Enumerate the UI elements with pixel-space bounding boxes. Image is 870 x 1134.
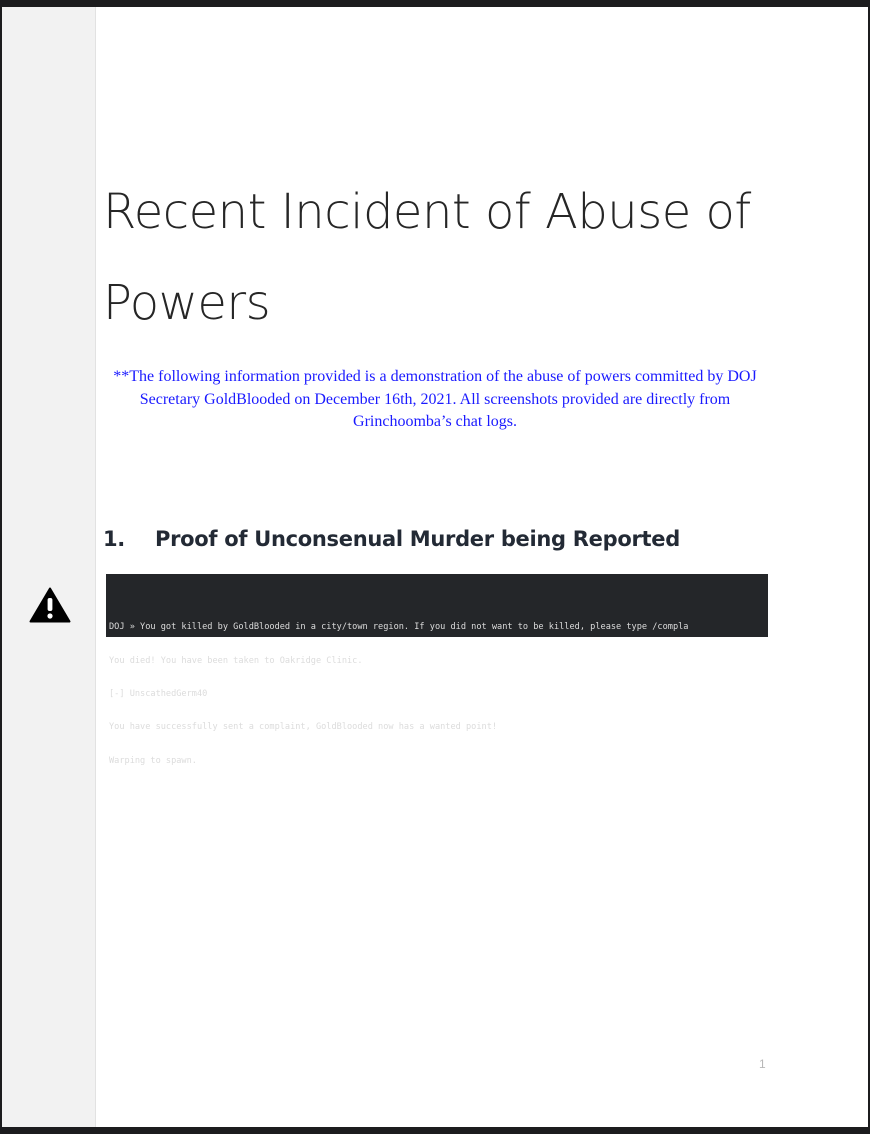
chat-line: Warping to spawn. bbox=[109, 755, 197, 766]
warning-triangle-icon bbox=[29, 587, 71, 623]
chat-line: DOJ » You got killed by GoldBlooded in a city/town region. If you did not want to be killed, please type /compla bbox=[109, 622, 689, 633]
chat-line: You have successfully sent a complaint, GoldBlooded now has a wanted point! bbox=[109, 722, 498, 733]
section-heading bbox=[103, 525, 803, 553]
chat-log-screenshot bbox=[106, 574, 768, 766]
section-title: Proof of Unconsenual Murder being Reported bbox=[155, 527, 680, 551]
chat-line: [-] UnscathedGerm40 bbox=[109, 689, 208, 700]
document-page bbox=[2, 7, 868, 1127]
section-number: 1. bbox=[103, 527, 125, 551]
page-number: 1 bbox=[759, 1057, 766, 1071]
document-title: Recent Incident of Abuse of Powers bbox=[103, 184, 751, 331]
chat-line-cropped bbox=[106, 589, 768, 600]
chat-line: You died! You have been taken to Oakridge Clinic. bbox=[109, 655, 363, 666]
intro-note: **The following information provided is a demonstration of the abuse of powers committed by DOJ Secretary GoldBlooded on December 16th, 2021. All screenshots provided are directly from Grinchoomba’s chat logs. bbox=[113, 368, 757, 430]
page-margin-strip bbox=[2, 7, 96, 1127]
